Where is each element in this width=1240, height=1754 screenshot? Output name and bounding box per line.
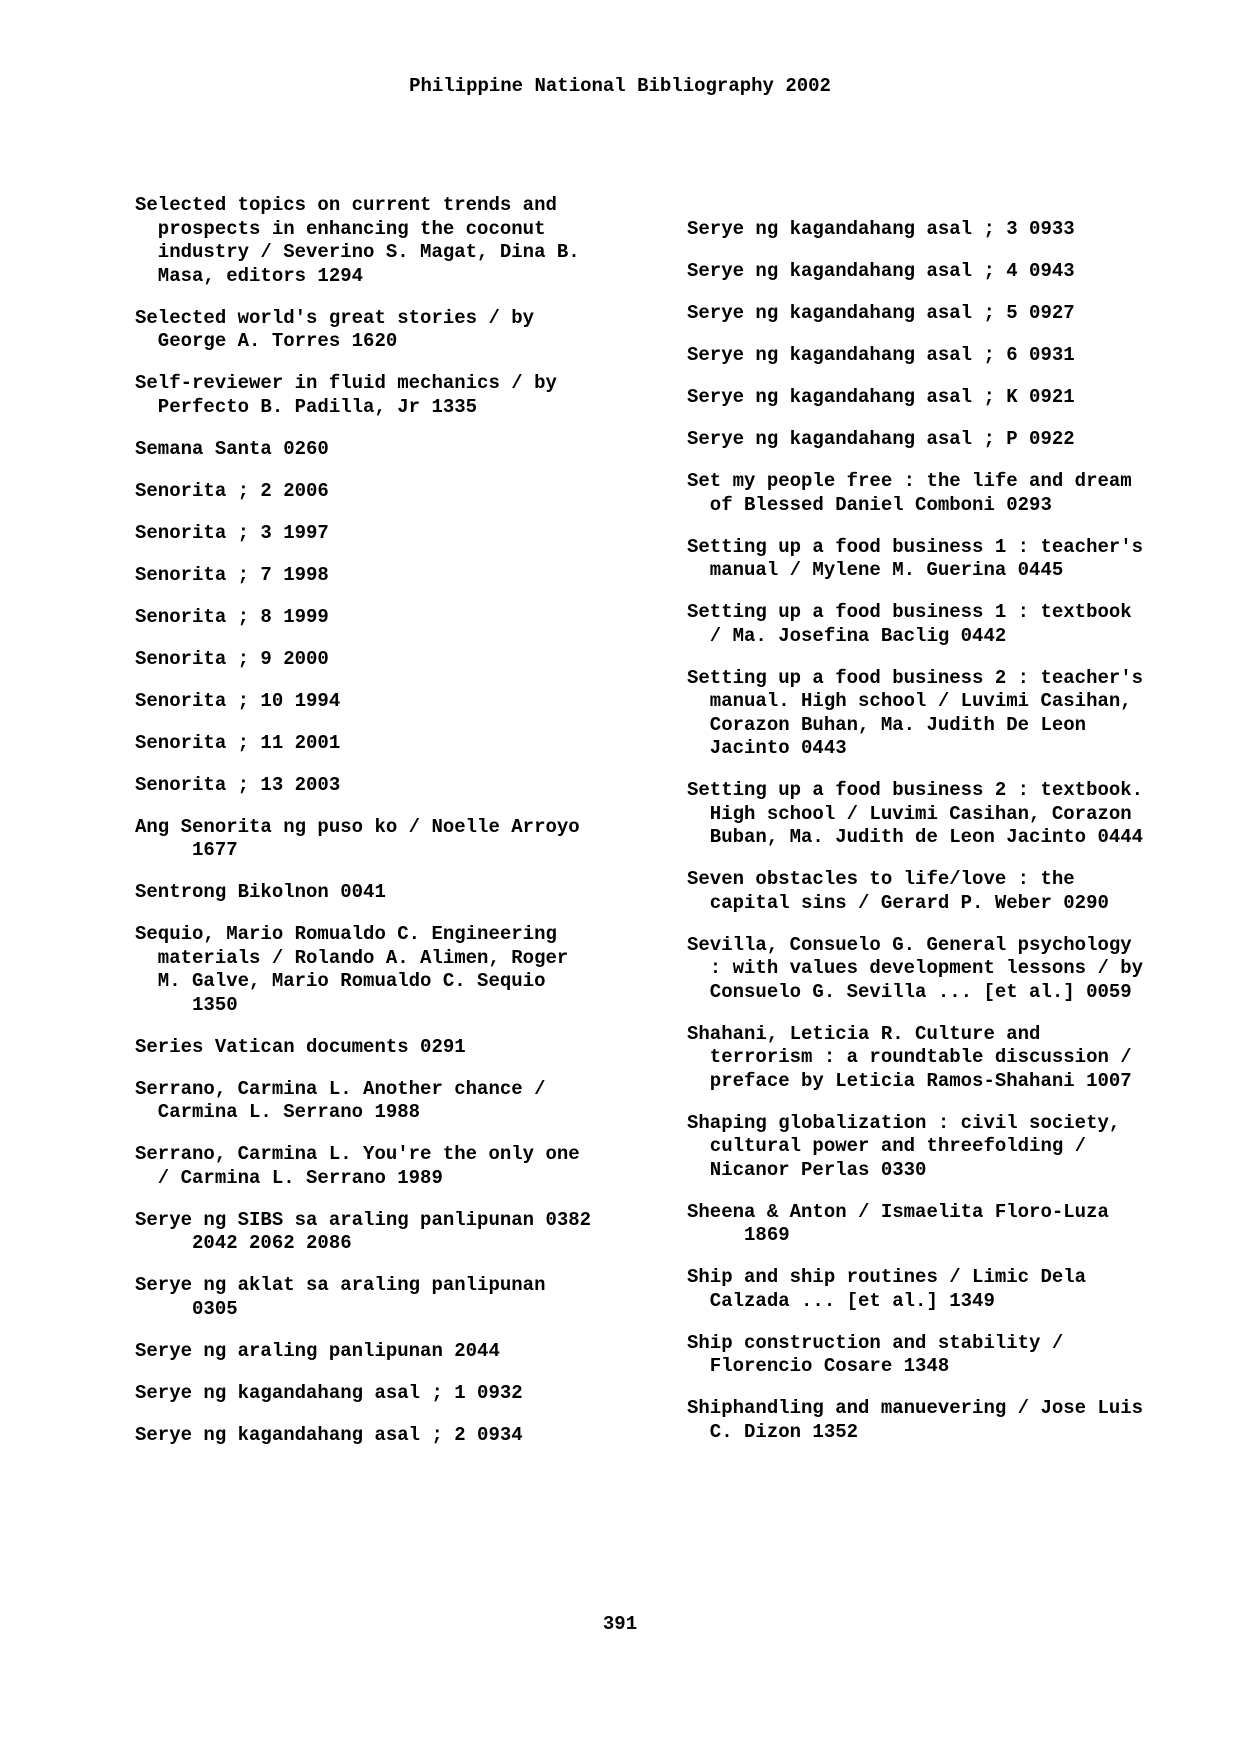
index-entry-line: manual. High school / Luvimi Casihan, — [687, 690, 1132, 712]
index-entry — [135, 1078, 675, 1125]
index-entry-line: 0305 — [135, 1297, 238, 1320]
index-entry — [687, 1266, 1227, 1313]
index-entry-line: Setting up a food business 2 : teacher's — [687, 666, 1144, 689]
index-entry-line: Sequio, Mario Romualdo C. Engineering — [135, 923, 557, 945]
index-entry-line: Senorita ; 13 2003 — [135, 773, 341, 796]
index-entry — [687, 344, 1227, 368]
index-entry-line: Shiphandling and manuevering / Jose Luis — [687, 1397, 1144, 1419]
index-entry-line: Jacinto 0443 — [687, 737, 847, 759]
index-entry-line: Serye ng kagandahang asal ; K 0921 — [687, 386, 1075, 408]
index-entry-line: High school / Luvimi Casihan, Corazon — [687, 802, 1132, 825]
index-entry — [687, 470, 1227, 517]
index-entry-line: Series Vatican documents 0291 — [135, 1035, 466, 1058]
index-entry-line: manual / Mylene M. Guerina 0445 — [687, 559, 1064, 581]
index-entry-line: Serye ng kagandahang asal ; 2 0934 — [135, 1423, 523, 1446]
index-entry — [687, 934, 1227, 1005]
index-entry-line: Setting up a food business 1 : teacher's — [687, 535, 1144, 558]
index-entry-line: Selected topics on current trends and — [135, 194, 557, 216]
index-entry — [135, 194, 675, 288]
index-entry — [135, 1274, 675, 1321]
index-entry-line: Senorita ; 2 2006 — [135, 479, 329, 502]
index-entry-line: 1350 — [135, 993, 238, 1016]
index-entry — [135, 1424, 675, 1448]
index-entry-line: Buban, Ma. Judith de Leon Jacinto 0444 — [687, 826, 1144, 848]
index-entry — [687, 428, 1227, 452]
index-entry-line: Ang Senorita ng puso ko / Noelle Arroyo — [135, 815, 580, 838]
index-entry-line: Senorita ; 9 2000 — [135, 647, 329, 670]
index-entry — [135, 307, 675, 354]
index-entry-line: Sentrong Bikolnon 0041 — [135, 881, 386, 903]
index-entry — [687, 868, 1227, 915]
index-column-right — [687, 218, 1227, 1463]
index-entry — [135, 606, 675, 630]
index-entry-line: : with values development lessons / by — [687, 957, 1144, 979]
index-entry-line: Senorita ; 7 1998 — [135, 563, 329, 586]
index-entry-line: 1869 — [687, 1224, 790, 1246]
index-entry-line: C. Dizon 1352 — [687, 1420, 859, 1443]
page-header: Philippine National Bibliography 2002 — [409, 75, 831, 97]
index-entry-line: M. Galve, Mario Romualdo C. Sequio — [135, 970, 546, 992]
index-entry-line: preface by Leticia Ramos-Shahani 1007 — [687, 1069, 1132, 1092]
index-entry — [135, 1340, 675, 1364]
index-entry — [135, 438, 675, 462]
index-entry-line: Senorita ; 3 1997 — [135, 521, 329, 544]
index-entry — [135, 1209, 675, 1256]
index-entry-line: Consuelo G. Sevilla ... [et al.] 0059 — [687, 980, 1132, 1003]
index-entry-line: Serye ng kagandahang asal ; 4 0943 — [687, 260, 1075, 282]
index-entry-line: 2042 2062 2086 — [135, 1232, 352, 1254]
index-entry — [135, 881, 675, 905]
index-entry — [135, 1382, 675, 1406]
index-entry-line: Serye ng kagandahang asal ; 3 0933 — [687, 218, 1075, 240]
index-entry-line: Calzada ... [et al.] 1349 — [687, 1289, 995, 1312]
index-entry-line: of Blessed Daniel Comboni 0293 — [687, 493, 1052, 516]
index-entry — [135, 732, 675, 756]
index-entry — [135, 816, 675, 863]
index-entry — [135, 522, 675, 546]
index-entry — [135, 564, 675, 588]
index-entry-line: Serye ng araling panlipunan 2044 — [135, 1339, 500, 1362]
index-entry-line: materials / Rolando A. Alimen, Roger — [135, 946, 569, 969]
index-entry-line: Serye ng kagandahang asal ; 1 0932 — [135, 1381, 523, 1404]
index-entry-line: Ship construction and stability / — [687, 1331, 1064, 1354]
index-entry — [135, 774, 675, 798]
index-entry-line: Serye ng aklat sa araling panlipunan — [135, 1274, 546, 1296]
index-entry-line: Setting up a food business 2 : textbook. — [687, 779, 1144, 801]
index-entry-line: Serye ng kagandahang asal ; 5 0927 — [687, 302, 1075, 324]
index-entry-line: capital sins / Gerard P. Weber 0290 — [687, 891, 1109, 914]
index-entry-line: Self-reviewer in fluid mechanics / by — [135, 372, 557, 394]
index-entry — [135, 690, 675, 714]
index-entry-line: George A. Torres 1620 — [135, 330, 398, 352]
index-entry-line: Serye ng kagandahang asal ; 6 0931 — [687, 344, 1075, 366]
index-entry-line: industry / Severino S. Magat, Dina B. — [135, 241, 580, 263]
index-entry — [687, 218, 1227, 242]
index-entry-line: prospects in enhancing the coconut — [135, 217, 546, 240]
index-entry-line: Shaping globalization : civil society, — [687, 1111, 1121, 1134]
index-entry — [687, 1397, 1227, 1444]
index-entry-line: Seven obstacles to life/love : the — [687, 868, 1075, 890]
index-entry-line: Set my people free : the life and dream — [687, 470, 1132, 492]
index-entry — [135, 372, 675, 419]
index-entry-line: Senorita ; 11 2001 — [135, 731, 341, 754]
index-entry — [687, 302, 1227, 326]
index-entry — [687, 386, 1227, 410]
index-entry — [687, 1332, 1227, 1379]
index-entry-line: Shahani, Leticia R. Culture and — [687, 1022, 1041, 1045]
index-entry-line: / Carmina L. Serrano 1989 — [135, 1166, 443, 1189]
index-entry-line: Masa, editors 1294 — [135, 264, 364, 287]
index-entry-line: Serye ng kagandahang asal ; P 0922 — [687, 428, 1075, 450]
index-entry — [687, 1112, 1227, 1183]
index-entry-line: Florencio Cosare 1348 — [687, 1355, 950, 1377]
page-number: 391 — [602, 1613, 638, 1635]
index-entry-line: Corazon Buhan, Ma. Judith De Leon — [687, 713, 1087, 736]
index-entry-line: Senorita ; 10 1994 — [135, 689, 341, 712]
index-entry — [687, 667, 1227, 761]
index-column-left — [135, 194, 675, 1466]
index-entry-line: Semana Santa 0260 — [135, 437, 329, 460]
index-entry-line: Serye ng SIBS sa araling panlipunan 0382 — [135, 1208, 592, 1231]
index-entry-line: cultural power and threefolding / — [687, 1135, 1087, 1157]
index-entry — [687, 601, 1227, 648]
index-entry-line: Setting up a food business 1 : textbook — [687, 601, 1132, 623]
index-entry — [687, 1201, 1227, 1248]
index-entry-line: / Ma. Josefina Baclig 0442 — [687, 624, 1007, 647]
index-entry-line: Senorita ; 8 1999 — [135, 605, 329, 628]
index-entry-line: Nicanor Perlas 0330 — [687, 1158, 927, 1181]
index-entry-line: Ship and ship routines / Limic Dela — [687, 1266, 1087, 1288]
index-entry — [135, 480, 675, 504]
index-entry — [687, 260, 1227, 284]
index-entry — [687, 1023, 1227, 1094]
index-entry-line: Serrano, Carmina L. You're the only one — [135, 1143, 580, 1165]
index-entry — [687, 536, 1227, 583]
index-entry-line: Perfecto B. Padilla, Jr 1335 — [135, 395, 478, 418]
index-entry-line: Carmina L. Serrano 1988 — [135, 1101, 421, 1123]
index-entry-line: terrorism : a roundtable discussion / — [687, 1046, 1132, 1068]
index-entry-line: Serrano, Carmina L. Another chance / — [135, 1077, 546, 1100]
index-entry — [135, 1143, 675, 1190]
index-entry-line: Sheena & Anton / Ismaelita Floro-Luza — [687, 1200, 1109, 1223]
index-entry-line: Selected world's great stories / by — [135, 306, 535, 329]
index-entry — [135, 1036, 675, 1060]
index-entry-line: 1677 — [135, 839, 238, 861]
index-entry-line: Sevilla, Consuelo G. General psychology — [687, 933, 1132, 956]
index-entry — [135, 648, 675, 672]
index-entry — [135, 923, 675, 1017]
index-entry — [687, 779, 1227, 850]
